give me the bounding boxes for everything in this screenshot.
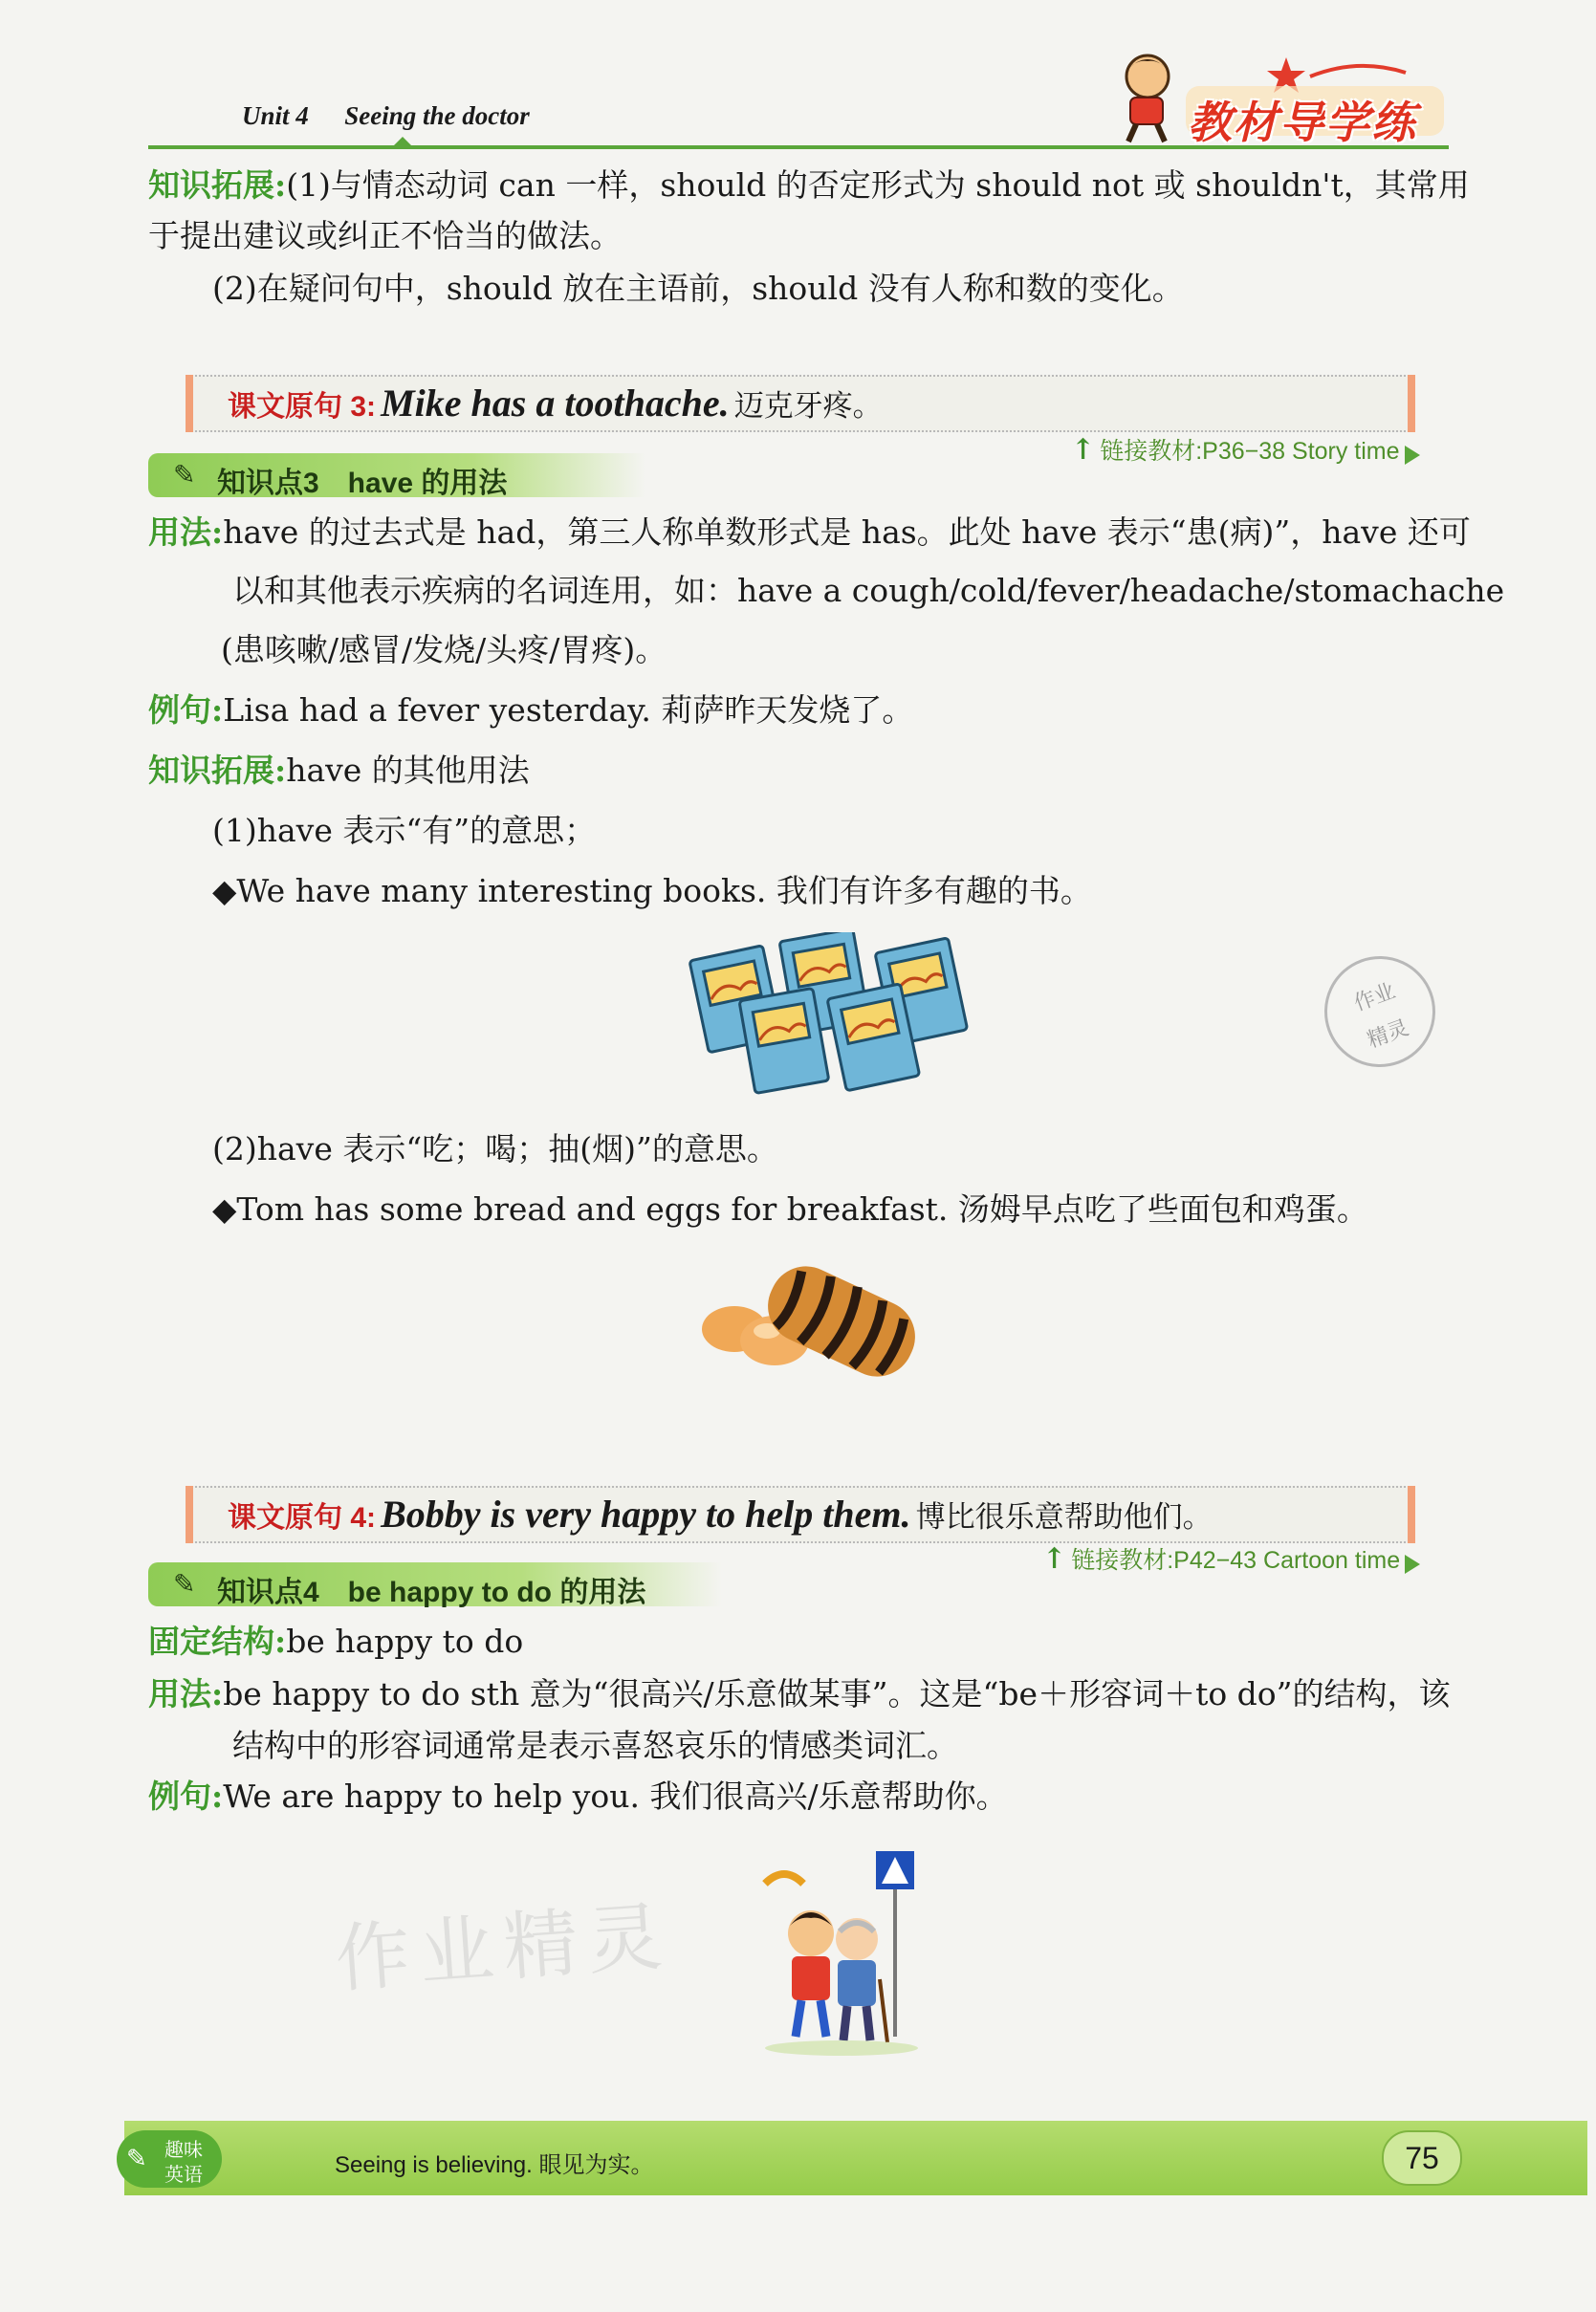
kp3-link[interactable] [1071, 432, 1420, 467]
pen-icon: ✎ [126, 2144, 147, 2172]
text-sentence-box-4 [191, 1486, 1410, 1543]
stamp-line-2: 精灵 [1364, 1014, 1412, 1053]
play-triangle-icon [1405, 1555, 1420, 1574]
kp4-structure-label: 固定结构: [148, 1623, 287, 1660]
kp4-structure-line [148, 1621, 523, 1663]
kp3-extension-text: have 的其他用法 [286, 752, 530, 789]
books-icon [684, 932, 980, 1104]
kp3-example-line [148, 689, 913, 731]
box-left-bar [186, 375, 193, 432]
kp3-extension-line [148, 750, 530, 792]
sentence-label-4: 课文原句 4: [228, 1502, 377, 1534]
extension-line-2: 于提出建议或纠正不恰当的做法。 [148, 217, 622, 254]
kp4-structure-text: be happy to do [286, 1623, 524, 1660]
books-illustration [684, 932, 980, 1104]
kp3-usage-line-3: (患咳嗽/感冒/发烧/头疼/胃疼)。 [221, 631, 667, 668]
kp4-title: 知识点4 be happy to do 的用法 [217, 1577, 646, 1608]
kp4-link[interactable] [1042, 1541, 1420, 1576]
extension-label: 知识拓展: [148, 166, 287, 204]
box-right-bar [1408, 1486, 1415, 1543]
brand-logo [1109, 50, 1454, 145]
kp3-link-text: 链接教材:P36−38 Story time [1100, 438, 1400, 465]
link-arrow-icon: ↑ [1071, 433, 1096, 467]
footer-badge-line-1: 趣味 [164, 2140, 203, 2161]
kp3-ext-1: (1)have 表示“有”的意思； [212, 812, 597, 849]
kp3-usage-label: 用法: [148, 513, 224, 551]
kp3-usage-text-1: have 的过去式是 had，第三人称单数形式是 has。此处 have 表示“患(病)”，have 还可 [223, 513, 1471, 551]
footer-badge [117, 2130, 222, 2188]
box-left-bar [186, 1486, 193, 1543]
kp4-example-text: We are happy to help you. 我们很高兴/乐意帮助你。 [223, 1778, 1008, 1815]
unit-label: Unit 4 [242, 101, 309, 130]
text-sentence-box-3 [191, 375, 1410, 432]
sentence-chinese-3: 迈克牙疼。 [733, 389, 883, 424]
kp3-usage-line-1 [148, 512, 1471, 554]
bread-eggs-illustration [698, 1253, 966, 1396]
sentence-chinese-4: 博比很乐意帮助他们。 [915, 1500, 1213, 1535]
kp4-example-line [148, 1776, 1008, 1818]
footer-proverb: Seeing is believing. 眼见为实。 [335, 2152, 654, 2178]
kp4-usage-line-2: 结构中的形容词通常是表示喜怒哀乐的情感类词汇。 [232, 1727, 958, 1764]
kp3-title-bar [148, 453, 645, 497]
kp3-title: 知识点3 have 的用法 [217, 468, 508, 499]
watermark-stamp [1309, 941, 1452, 1083]
footer-badge-line-2: 英语 [164, 2165, 203, 2186]
running-header [242, 101, 530, 131]
unit-title: Seeing the doctor [344, 101, 530, 130]
boy-helping-elder-icon [708, 1845, 956, 2065]
brand-title: 教材导学练 [1188, 98, 1417, 147]
sentence-english-3: Mike has a toothache. [381, 382, 730, 425]
bread-eggs-icon [698, 1253, 966, 1396]
kp3-ext-2: (2)have 表示“吃；喝；抽(烟)”的意思。 [212, 1130, 778, 1167]
header-rule-marker [392, 137, 413, 147]
kp3-example-text: Lisa had a fever yesterday. 莉萨昨天发烧了。 [223, 691, 914, 729]
kp4-title-bar [148, 1562, 722, 1606]
kp3-ext-2-example: ◆Tom has some bread and eggs for breakfast. 汤姆早点吃了些面包和鸡蛋。 [212, 1190, 1368, 1228]
kp4-example-label: 例句: [148, 1778, 224, 1815]
extension-line-3: (2)在疑问句中，should 放在主语前，should 没有人称和数的变化。 [212, 270, 1184, 307]
extension-line-1 [148, 164, 1470, 207]
stamp-line-1: 作业 [1350, 978, 1399, 1015]
kp4-link-text: 链接教材:P42−43 Cartoon time [1071, 1547, 1401, 1574]
kp4-usage-text-1: be happy to do sth 意为“很高兴/乐意做某事”。这是“be＋形容词＋to do”的结构，该 [223, 1675, 1451, 1712]
link-arrow-icon: ↑ [1042, 1542, 1067, 1576]
kp3-ext-1-example: ◆We have many interesting books. 我们有许多有趣的书。 [212, 872, 1092, 909]
page-number: 75 [1382, 2130, 1462, 2186]
helping-illustration [708, 1845, 956, 2065]
box-right-bar [1408, 375, 1415, 432]
sentence-english-4: Bobby is very happy to help them. [381, 1493, 911, 1536]
kp4-usage-line-1 [148, 1673, 1451, 1715]
sentence-label-3: 课文原句 3: [228, 391, 377, 423]
pencil-icon: ✎ [173, 459, 196, 491]
watermark-text: 作业精灵 [332, 1893, 675, 2002]
kp4-usage-label: 用法: [148, 1675, 224, 1712]
kp3-usage-line-2: 以和其他表示疾病的名词连用，如：have a cough/cold/fever/headache/stomachache [232, 572, 1505, 609]
kp3-example-label: 例句: [148, 691, 224, 729]
play-triangle-icon [1405, 446, 1420, 465]
sentence-line-4 [228, 1488, 1213, 1541]
kp3-extension-label: 知识拓展: [148, 752, 287, 789]
sentence-line-3 [228, 377, 883, 430]
pencil-icon: ✎ [173, 1568, 196, 1600]
extension-text-1: (1)与情态动词 can 一样，should 的否定形式为 should not 或 shouldn't，其常用 [286, 166, 1470, 204]
